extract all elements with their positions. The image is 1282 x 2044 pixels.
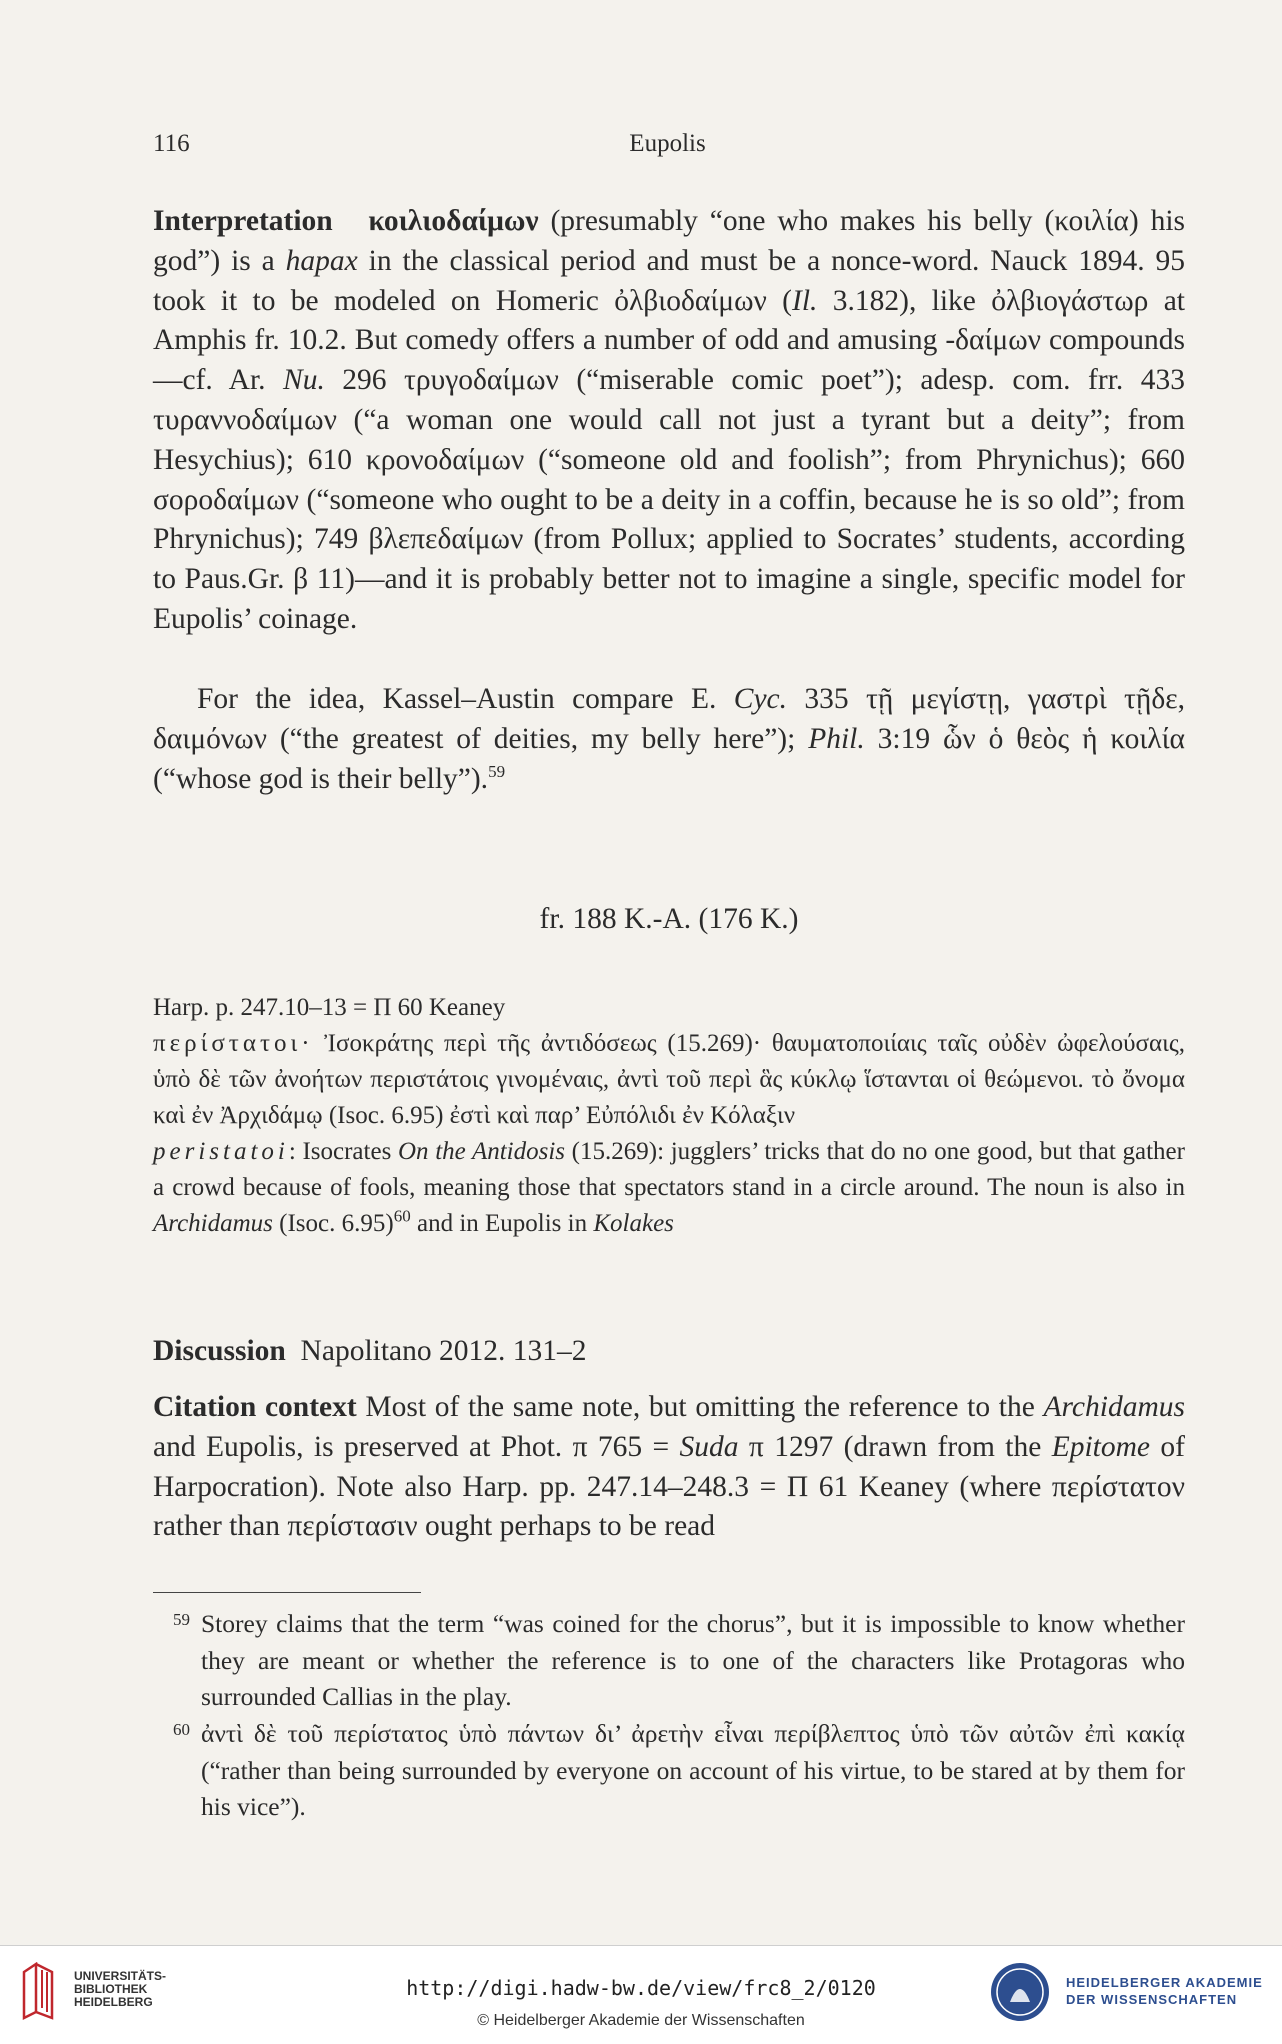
library-name-line: HEIDELBERG [74, 1995, 153, 2009]
library-name-line: UNIVERSITÄTS- [74, 1969, 167, 1983]
greek-lemma: περίστατοι· [153, 1030, 314, 1057]
text-run: 335 τῇ μεγίστῃ, γαστρὶ τῇδε, δαιμόνων (“the greatest of deities, my belly here”); [153, 683, 1186, 755]
greek-text [153, 1026, 1185, 1134]
academy-name-line: DER WISSENSCHAFTEN [1066, 1992, 1238, 2007]
library-name-line: BIBLIOTHEK [74, 1982, 148, 1996]
text-run: 296 τρυγοδαίμων (“miserable comic poet”); adesp. com. frr. 433 τυραννοδαίμων (“a woman one would call not just a tyrant but a deity”; from Hesychius); 610 κρονοδαίμων (“someone old and foolish”; from Phrynichus); 660 σοροδαίμων (“someone who ought to be a deity in a coffin, because he is so old”; from Phrynichus); 749 βλεπεδαίμων (from Pollux; applied to Socrates’ students, according to Paus.Gr. β 11)—and it is probably better not to imagine a single, specific model for Eupolis’ coinage. [153, 364, 1185, 635]
italic-run: Kolakes [593, 1210, 674, 1237]
text-run: Most of the same note, but omitting the reference to the [356, 1391, 1044, 1423]
italic-run: On the Antidosis [397, 1138, 566, 1165]
text-run: of Harpocration). Note also Harp. pp. 247.14–248.3 = Π 61 Keaney (where περίστατον rather than περίστασιν ought perhaps to be read [153, 1430, 1185, 1543]
footnote-ref: 60 [393, 1206, 411, 1226]
text-run: 3:19 ὧν ὁ θεὸς ἡ κοιλία (“whose god is their belly”). [153, 722, 1185, 795]
academy-name-line: HEIDELBERGER AKADEMIE [1066, 1975, 1263, 1990]
text-run: (Isoc. 6.95) [272, 1210, 394, 1237]
text-run: : Isocrates [288, 1138, 398, 1165]
text-run: π 1297 (drawn from the [738, 1430, 1052, 1463]
footnote-60 [153, 1716, 1185, 1826]
italic-run: Archidamus [1043, 1391, 1185, 1423]
citation-paragraph [153, 1388, 1185, 1547]
text-run: (presumably “one who makes his belly (κοιλία) his god”) is a [153, 205, 1185, 277]
viewer-footer [0, 1945, 1282, 2044]
page-number: 116 [153, 130, 190, 157]
text-run: in the classical period and must be a nonce-word. Nauck 1894. 95 took it to be modeled on Homeric ὀλβιοδαίμων ( [153, 244, 1185, 317]
source-line: Harp. p. 247.10–13 = Π 60 Keaney [153, 994, 506, 1021]
testimonium [153, 990, 1185, 1242]
lemma: κοιλιοδαίμων [368, 205, 539, 237]
running-title: Eupolis [629, 130, 706, 157]
translation [153, 1134, 1185, 1242]
italic-run: Cyc. [733, 683, 788, 715]
translation-lemma: peristatoi [153, 1138, 289, 1165]
italic-run: Il. [792, 284, 818, 317]
running-head [153, 130, 1182, 170]
text-run: and in Eupolis in [410, 1210, 594, 1237]
italic-run: Phil. [808, 722, 865, 755]
footnote-text: ἀντὶ δὲ τοῦ περίστατος ὑπὸ πάντων δι’ ἀρετὴν εἶναι περίβλεπτος ὑπὸ τῶν αὐτῶν ἐπὶ κακίᾳ (“rather than being surrounded by everyone on account of his virtue, to be stared at by them for his vice”). [201, 1719, 1185, 1821]
italic-run: Epitome [1051, 1430, 1151, 1463]
italic-run: Suda [679, 1430, 739, 1463]
footnote-mark: 59 [173, 1610, 190, 1629]
citation-label: Citation context [153, 1391, 357, 1423]
idea-paragraph [153, 680, 1185, 799]
interpretation-label: Interpretation [153, 205, 333, 237]
footnote-mark: 60 [173, 1720, 190, 1739]
interpretation-paragraph [153, 202, 1185, 640]
text-run: and Eupolis, is preserved at Phot. π 765 = [153, 1430, 680, 1463]
discussion-label: Discussion [153, 1335, 286, 1367]
italic-run: hapax [285, 244, 358, 277]
academy-name [1066, 1974, 1263, 2008]
footnote-rule [153, 1592, 421, 1593]
fragment-heading: fr. 188 K.-A. (176 K.) [539, 903, 799, 935]
footnote-59 [153, 1606, 1185, 1716]
discussion-line [153, 1332, 1185, 1372]
italic-run: Archidamus [153, 1210, 273, 1237]
text-run: For the idea, Kassel–Austin compare E. [197, 683, 734, 715]
text-run: Ἰσοκράτης περὶ τῆς ἀντιδόσεως (15.269)· θαυματοποιίαις ταῖς οὐδὲν ὠφελούσαις, ὑπὸ δὲ τῶν ἀνοήτων περιστάτοις γινομέναις, ἀντὶ τοῦ περὶ ἃς κύκλῳ ἵστανται οἱ θεώμενοι. τὸ ὄνομα καὶ ἐν Ἀρχιδάμῳ (Isoc. 6.95) ἐστὶ καὶ παρ’ Εὐπόλιδι ἐν Κόλαξιν [153, 1030, 1185, 1129]
academy-seal-icon [988, 1960, 1052, 2024]
footnote-text: Storey claims that the term “was coined for the chorus”, but it is impossible to know whether they are meant or whether the reference is to one of the characters like Protagoras who surrounded Callias in the play. [201, 1609, 1185, 1711]
text-run: 3.182), like ὀλβιογάστωρ at Amphis fr. 10.2. But comedy offers a number of odd and amusing -δαίμων compounds—cf. Ar. [153, 284, 1185, 397]
copyright-notice: © Heidelberger Akademie der Wissenschaften [477, 2012, 805, 2029]
text-run: (15.269): jugglers’ tricks that do no one good, but that gather a crowd because of fools, meaning those that spectators stand in a circle around. The noun is also in [153, 1138, 1185, 1201]
italic-run: Nu. [283, 364, 325, 397]
permalink-url[interactable]: http://digi.hadw-bw.de/view/frc8_2/0120 [406, 1976, 876, 2000]
text-run: Napolitano 2012. 131–2 [300, 1335, 587, 1367]
footnote-ref: 59 [488, 761, 506, 781]
